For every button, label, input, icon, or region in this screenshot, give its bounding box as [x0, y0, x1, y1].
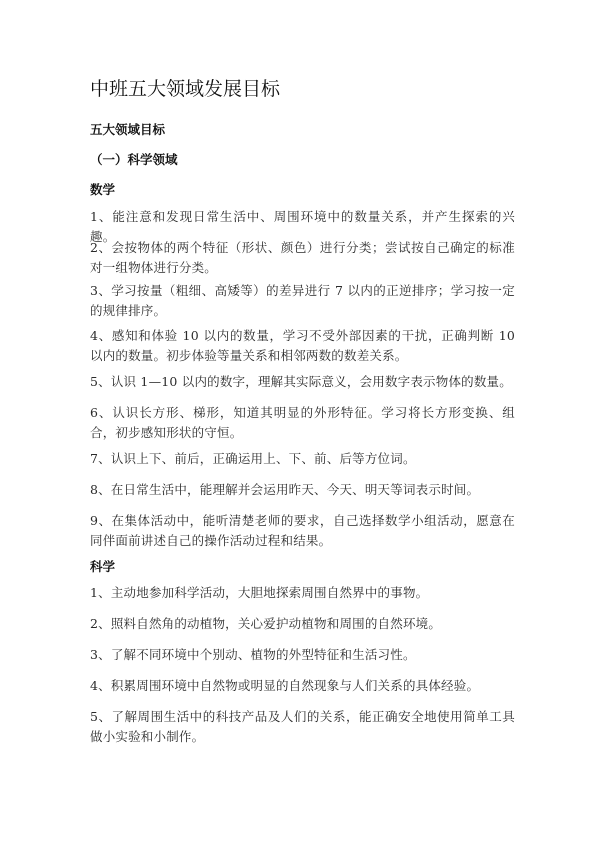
section-heading: 五大领域目标: [90, 122, 166, 137]
science-item-5: 5、了解周围生活中的科技产品及人们的关系，能正确安全地使用简单工具做小实验和小制作。: [90, 709, 515, 744]
math-item-4: 4、感知和体验 10 以内的数量，学习不受外部因素的干扰，正确判断 10 以内的数量。初步体验等量关系和相邻两数的数差关系。: [90, 328, 515, 363]
subsection-heading: （一）科学领域: [90, 152, 178, 167]
math-item-7: 7、认识上下、前后，正确运用上、下、前、后等方位词。: [90, 451, 416, 466]
science-item-4: 4、积累周围环境中自然物或明显的自然现象与人们关系的具体经验。: [90, 678, 480, 693]
science-item-3: 3、了解不同环境中个别动、植物的外型特征和生活习性。: [90, 647, 416, 662]
math-item-8: 8、在日常生活中，能理解并会运用昨天、今天、明天等词表示时间。: [90, 482, 480, 497]
science-item-1: 1、主动地参加科学活动，大胆地探索周围自然界中的事物。: [90, 585, 429, 600]
math-item-5: 5、认识 1—10 以内的数字，理解其实际意义，会用数字表示物体的数量。: [90, 374, 512, 389]
math-item-3: 3、学习按量（粗细、高矮等）的差异进行 7 以内的正逆排序；学习按一定的规律排序。: [90, 283, 515, 318]
math-item-9: 9、在集体活动中，能听清楚老师的要求，自己选择数学小组活动，愿意在同伴面前讲述自己的操作活动过程和结果。: [90, 513, 515, 548]
document-title: 中班五大领域发展目标: [90, 78, 281, 100]
science-item-2: 2、照料自然角的动植物，关心爱护动植物和周围的自然环境。: [90, 616, 442, 631]
math-item-6: 6、认识长方形、梯形，知道其明显的外形特征。学习将长方形变换、组合，初步感知形状的守恒。: [90, 405, 515, 440]
math-item-2: 2、会按物体的两个特征（形状、颜色）进行分类；尝试按自己确定的标准对一组物体进行分类。: [90, 240, 515, 275]
math-heading: 数学: [90, 182, 116, 197]
science-heading: 科学: [90, 559, 116, 574]
math-item-1: 1、能注意和发现日常生活中、周围环境中的数量关系，并产生探索的兴趣。: [90, 209, 515, 244]
